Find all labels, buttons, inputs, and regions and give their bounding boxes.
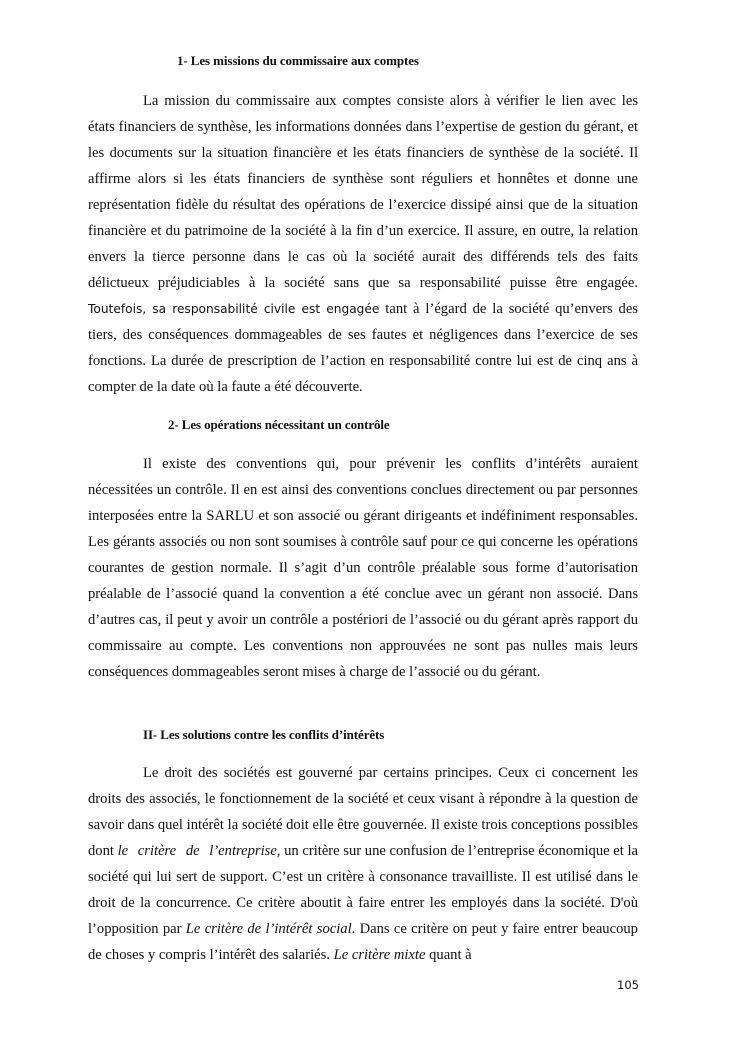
paragraph-solutions-text-1: Le droit des sociétés est gouverné par certains principes. Ceux ci concernent les droits des associés, le fonctionnement de la société et ceux visant à répondre à la question de savoir dans quel intérêt la société doit elle être gouvernée. Il existe trois conceptions possibles dont [88, 765, 638, 859]
paragraph-solutions-text-4: quant à [425, 947, 472, 963]
paragraph-operations: Il existe des conventions qui, pour prévenir les conflits d’intérêts auraient nécessitées un contrôle. Il en est ainsi des conventions conclues directement ou par personnes interposées entre la SARLU et son associé ou gérant dirigeants et indéfiniment responsables. Les gérants associés ou non sont soumises à contrôle sauf pour ce qui concerne les opérations courantes de gestion normale. Il s’agit d’un contrôle préalable sous forme d’autorisation préalable de l’associé quand la convention a été conclue avec un gérant non associé. Dans d’autres cas, il peut y avoir un contrôle a postériori de l’associé ou du gérant après rapport du commissaire au compte. Les conventions non approuvées ne sont pas nulles mais leurs conséquences dommageables seront mises à charge de l’associé ou du gérant. [88, 456, 638, 680]
paragraph-solutions-text-3: . Dans ce critère on peut y faire entrer beaucoup de choses y compris l’intérêt des salariés. [88, 921, 638, 963]
paragraph-solutions-italic-2: Le critère de l’intérêt social [185, 921, 352, 937]
paragraph-solutions-italic-1: le critère de l’entreprise, [117, 843, 281, 859]
paragraph-solutions-text-2: un critère sur une confusion de l’entreprise économique et la société qui lui sert de support. C’est un critère à consonance travailliste. Il est utilisé dans le droit de la concurrence. Ce critère aboutit à faire entrer les employés dans la société. D'où l’opposition par [88, 843, 638, 937]
paragraph-missions [88, 88, 638, 400]
paragraph-missions-text-1: La mission du commissaire aux comptes consiste alors à vérifier le lien avec les états financiers de synthèse, les informations données dans l’expertise de gestion du gérant, et les documents sur la situation financière et les états financiers de synthèse de la société. Il affirme alors si les états financiers de synthèse sont réguliers et honnêtes et donne une représentation fidèle du résultat des opérations de l’exercice dissipé ainsi que de la situation financière et du patrimoine de la société à la fin d’un exercice. Il assure, en outre, la relation envers la tierce personne dans le cas où la société aurait des différends tels des faits délictueux préjudiciables à la société sans que sa responsabilité puisse être engagée. [88, 93, 638, 291]
paragraph-solutions [88, 760, 638, 968]
paragraph-solutions-italic-3: Le critère mixte [333, 947, 426, 963]
section-heading-operations: 2- Les opérations nécessitant un contrôle [168, 417, 390, 432]
section-heading-missions: 1- Les missions du commissaire aux comptes [177, 53, 419, 68]
section-heading-solutions: II- Les solutions contre les conflits d’intérêts [143, 727, 385, 742]
paragraph-missions-sans-text: Toutefois, sa responsabilité civile est engagée [88, 302, 380, 316]
paragraph-missions-text-2: tant à l’égard de la société qu’envers des tiers, des conséquences dommageables de ses fautes et négligences dans l’exercice de ses fonctions. La durée de prescription de l’action en responsabilité contre lui est de cinq ans à compter de la date où la faute a été découverte. [88, 301, 638, 395]
page-number: 105 [617, 978, 639, 992]
